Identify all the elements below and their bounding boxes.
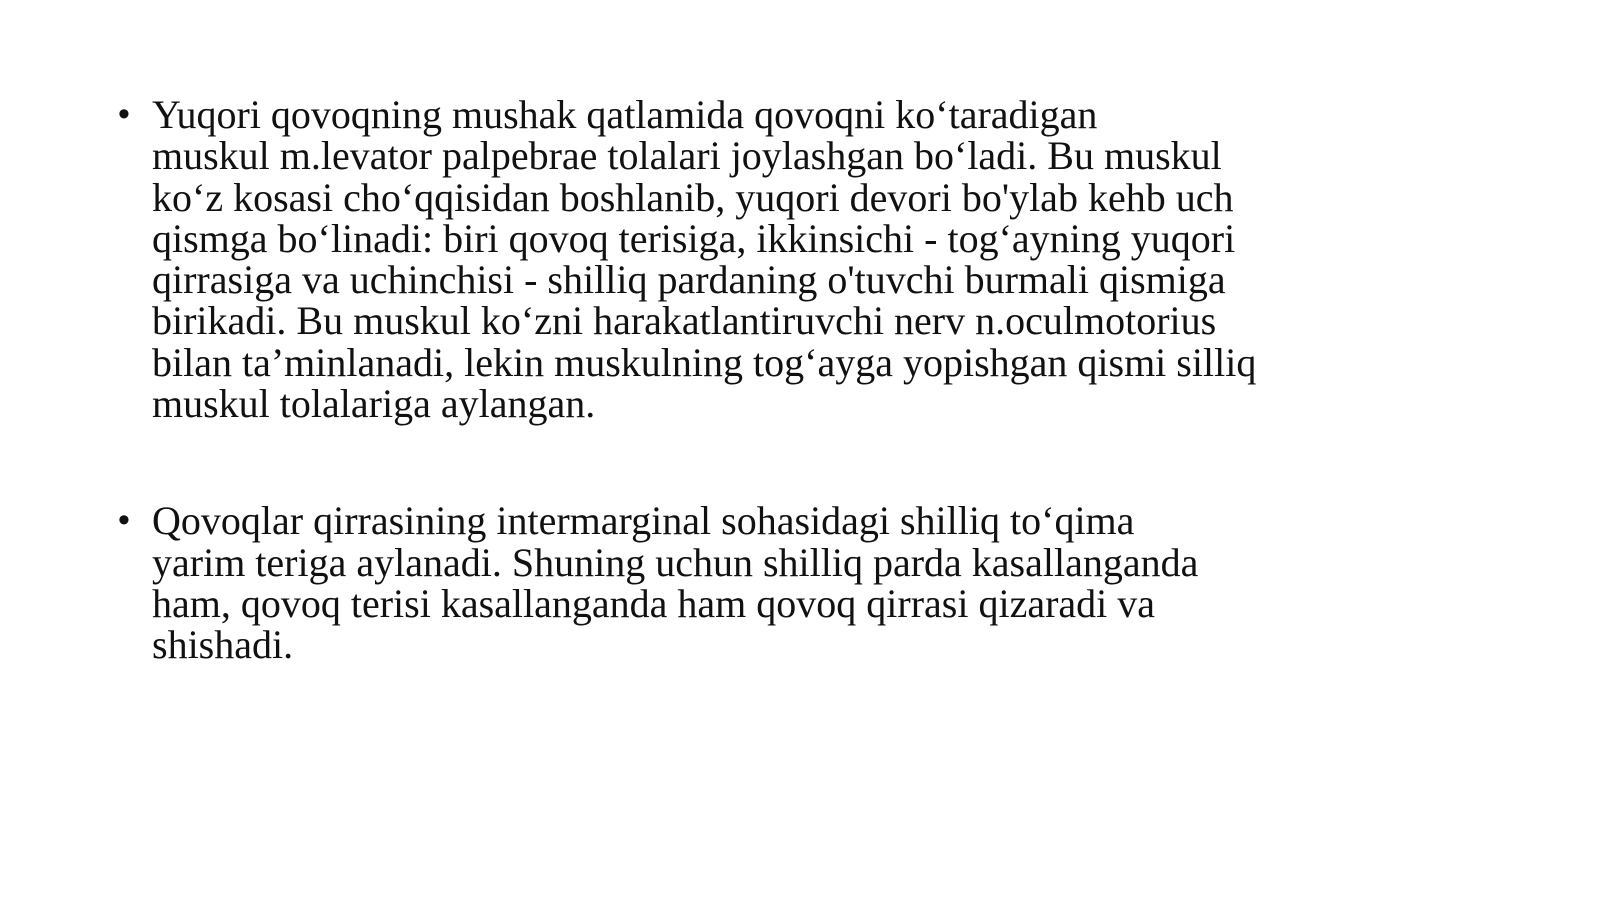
bullet-text-2	[152, 498, 1478, 668]
text-line: yarim teriga aylanadi. Shuning uchun shilliq parda kasallanganda	[152, 539, 1199, 585]
text-line: Yuqori qovoqning mushak qatlamida qovoqni koʻtaradigan	[152, 92, 1098, 137]
bullet-marker: •	[118, 95, 130, 133]
bullet-item-1	[118, 92, 1478, 427]
bullet-text-1	[152, 92, 1478, 427]
text-line: muskul m.levator palpebrae tolalari joylashgan boʻladi. Bu muskul	[152, 133, 1222, 179]
slide-body	[118, 94, 1478, 666]
text-line: qirrasiga va uchinchisi - shilliq pardaning o'tuvchi burmali qismiga	[152, 257, 1226, 303]
text-line: shishadi.	[152, 622, 294, 668]
text-line: bilan ta’minlanadi, lekin muskulning togʻayga yopishgan qismi silliq	[152, 339, 1257, 385]
text-line: birikadi. Bu muskul koʻzni harakatlantiruvchi nerv n.oculmotorius	[152, 298, 1217, 344]
text-line: Qovoqlar qirrasining intermarginal sohasidagi shilliq toʻqima	[152, 498, 1135, 544]
bullet-item-2	[118, 498, 1478, 668]
text-line: qismga boʻlinadi: biri qovoq terisiga, ikkinsichi - togʻayning yuqori	[152, 215, 1236, 261]
bullet-marker: •	[118, 501, 130, 540]
text-line: koʻz kosasi choʻqqisidan boshlanib, yuqori devori bo'ylab kehb uch	[152, 174, 1234, 220]
text-line: muskul tolalariga aylangan.	[152, 381, 596, 427]
text-line: ham, qovoq terisi kasallanganda ham qovoq qirrasi qizaradi va	[152, 580, 1156, 626]
